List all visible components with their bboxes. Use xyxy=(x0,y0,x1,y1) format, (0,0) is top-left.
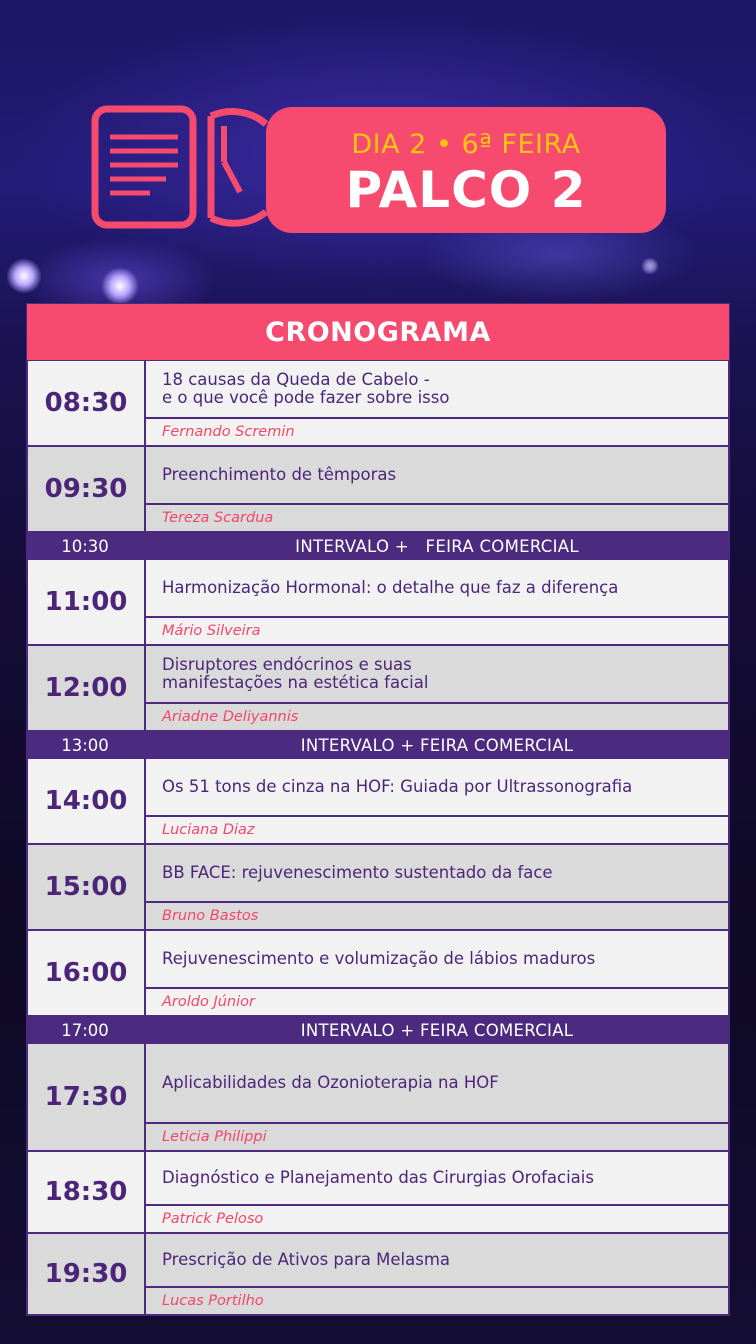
session-info xyxy=(146,646,728,730)
session-time: 15:00 xyxy=(28,845,146,929)
schedule-row xyxy=(26,1044,730,1152)
schedule-row xyxy=(26,845,730,931)
break-row xyxy=(26,1017,730,1044)
break-row xyxy=(26,533,730,560)
session-info xyxy=(146,361,728,445)
event-day: DIA 2 • 6ª FEIRA xyxy=(351,129,581,160)
session-time: 12:00 xyxy=(28,646,146,730)
session-time: 09:30 xyxy=(28,447,146,531)
break-time: 13:00 xyxy=(61,736,109,755)
speaker-name: Leticia Philippi xyxy=(162,1129,267,1145)
break-label: INTERVALO + FEIRA COMERCIAL xyxy=(295,537,579,556)
session-time: 08:30 xyxy=(28,361,146,445)
speaker-name: Tereza Scardua xyxy=(162,510,274,526)
session-time: 17:30 xyxy=(28,1044,146,1150)
session-info xyxy=(146,447,728,531)
speaker-name: Luciana Diaz xyxy=(162,822,255,838)
schedule-table xyxy=(26,303,730,1316)
schedule-row xyxy=(26,560,730,646)
schedule-row xyxy=(26,361,730,447)
schedule-row xyxy=(26,1234,730,1316)
header-banner xyxy=(266,107,666,233)
speaker-name: Aroldo Júnior xyxy=(162,994,255,1010)
session-info xyxy=(146,759,728,843)
session-title: Prescrição de Ativos para Melasma xyxy=(146,1234,728,1288)
break-label: INTERVALO + FEIRA COMERCIAL xyxy=(300,736,574,755)
session-time: 19:30 xyxy=(28,1234,146,1314)
session-info xyxy=(146,845,728,929)
schedule-row xyxy=(26,1152,730,1234)
schedule-title: CRONOGRAMA xyxy=(26,303,730,361)
session-title: Os 51 tons de cinza na HOF: Guiada por Ultrassonografia xyxy=(146,759,728,817)
schedule-row xyxy=(26,646,730,732)
stage-light xyxy=(6,258,42,294)
break-time: 17:00 xyxy=(61,1021,109,1040)
session-time: 14:00 xyxy=(28,759,146,843)
schedule-row xyxy=(26,447,730,533)
stage-light xyxy=(640,258,660,274)
session-title: BB FACE: rejuvenescimento sustentado da face xyxy=(146,845,728,903)
session-time: 11:00 xyxy=(28,560,146,644)
schedule-clock-icon xyxy=(90,104,276,230)
session-time: 16:00 xyxy=(28,931,146,1015)
speaker-name: Ariadne Deliyannis xyxy=(162,709,299,725)
session-title: Aplicabilidades da Ozonioterapia na HOF xyxy=(146,1044,728,1124)
speaker-name: Lucas Portilho xyxy=(162,1293,264,1309)
session-info xyxy=(146,1152,728,1232)
session-title: Harmonização Hormonal: o detalhe que faz a diferença xyxy=(146,560,728,618)
break-row xyxy=(26,732,730,759)
schedule-row xyxy=(26,759,730,845)
session-title: Diagnóstico e Planejamento das Cirurgias Orofaciais xyxy=(146,1152,728,1206)
session-info xyxy=(146,1044,728,1150)
schedule-rows xyxy=(26,361,730,1316)
break-label: INTERVALO + FEIRA COMERCIAL xyxy=(300,1021,574,1040)
speaker-name: Bruno Bastos xyxy=(162,908,259,924)
session-info xyxy=(146,931,728,1015)
session-info xyxy=(146,1234,728,1314)
session-info xyxy=(146,560,728,644)
speaker-name: Mário Silveira xyxy=(162,623,261,639)
session-time: 18:30 xyxy=(28,1152,146,1232)
session-title: Preenchimento de têmporas xyxy=(146,447,728,505)
stage-title: PALCO 2 xyxy=(345,161,587,219)
stage-light xyxy=(100,268,140,304)
session-title: Disruptores endócrinos e suas manifestações na estética facial xyxy=(146,646,728,704)
break-time: 10:30 xyxy=(61,537,109,556)
schedule-row xyxy=(26,931,730,1017)
speaker-name: Fernando Scremin xyxy=(162,424,295,440)
session-title: Rejuvenescimento e volumização de lábios maduros xyxy=(146,931,728,989)
speaker-name: Patrick Peloso xyxy=(162,1211,264,1227)
session-title: 18 causas da Queda de Cabelo - e o que você pode fazer sobre isso xyxy=(146,361,728,419)
